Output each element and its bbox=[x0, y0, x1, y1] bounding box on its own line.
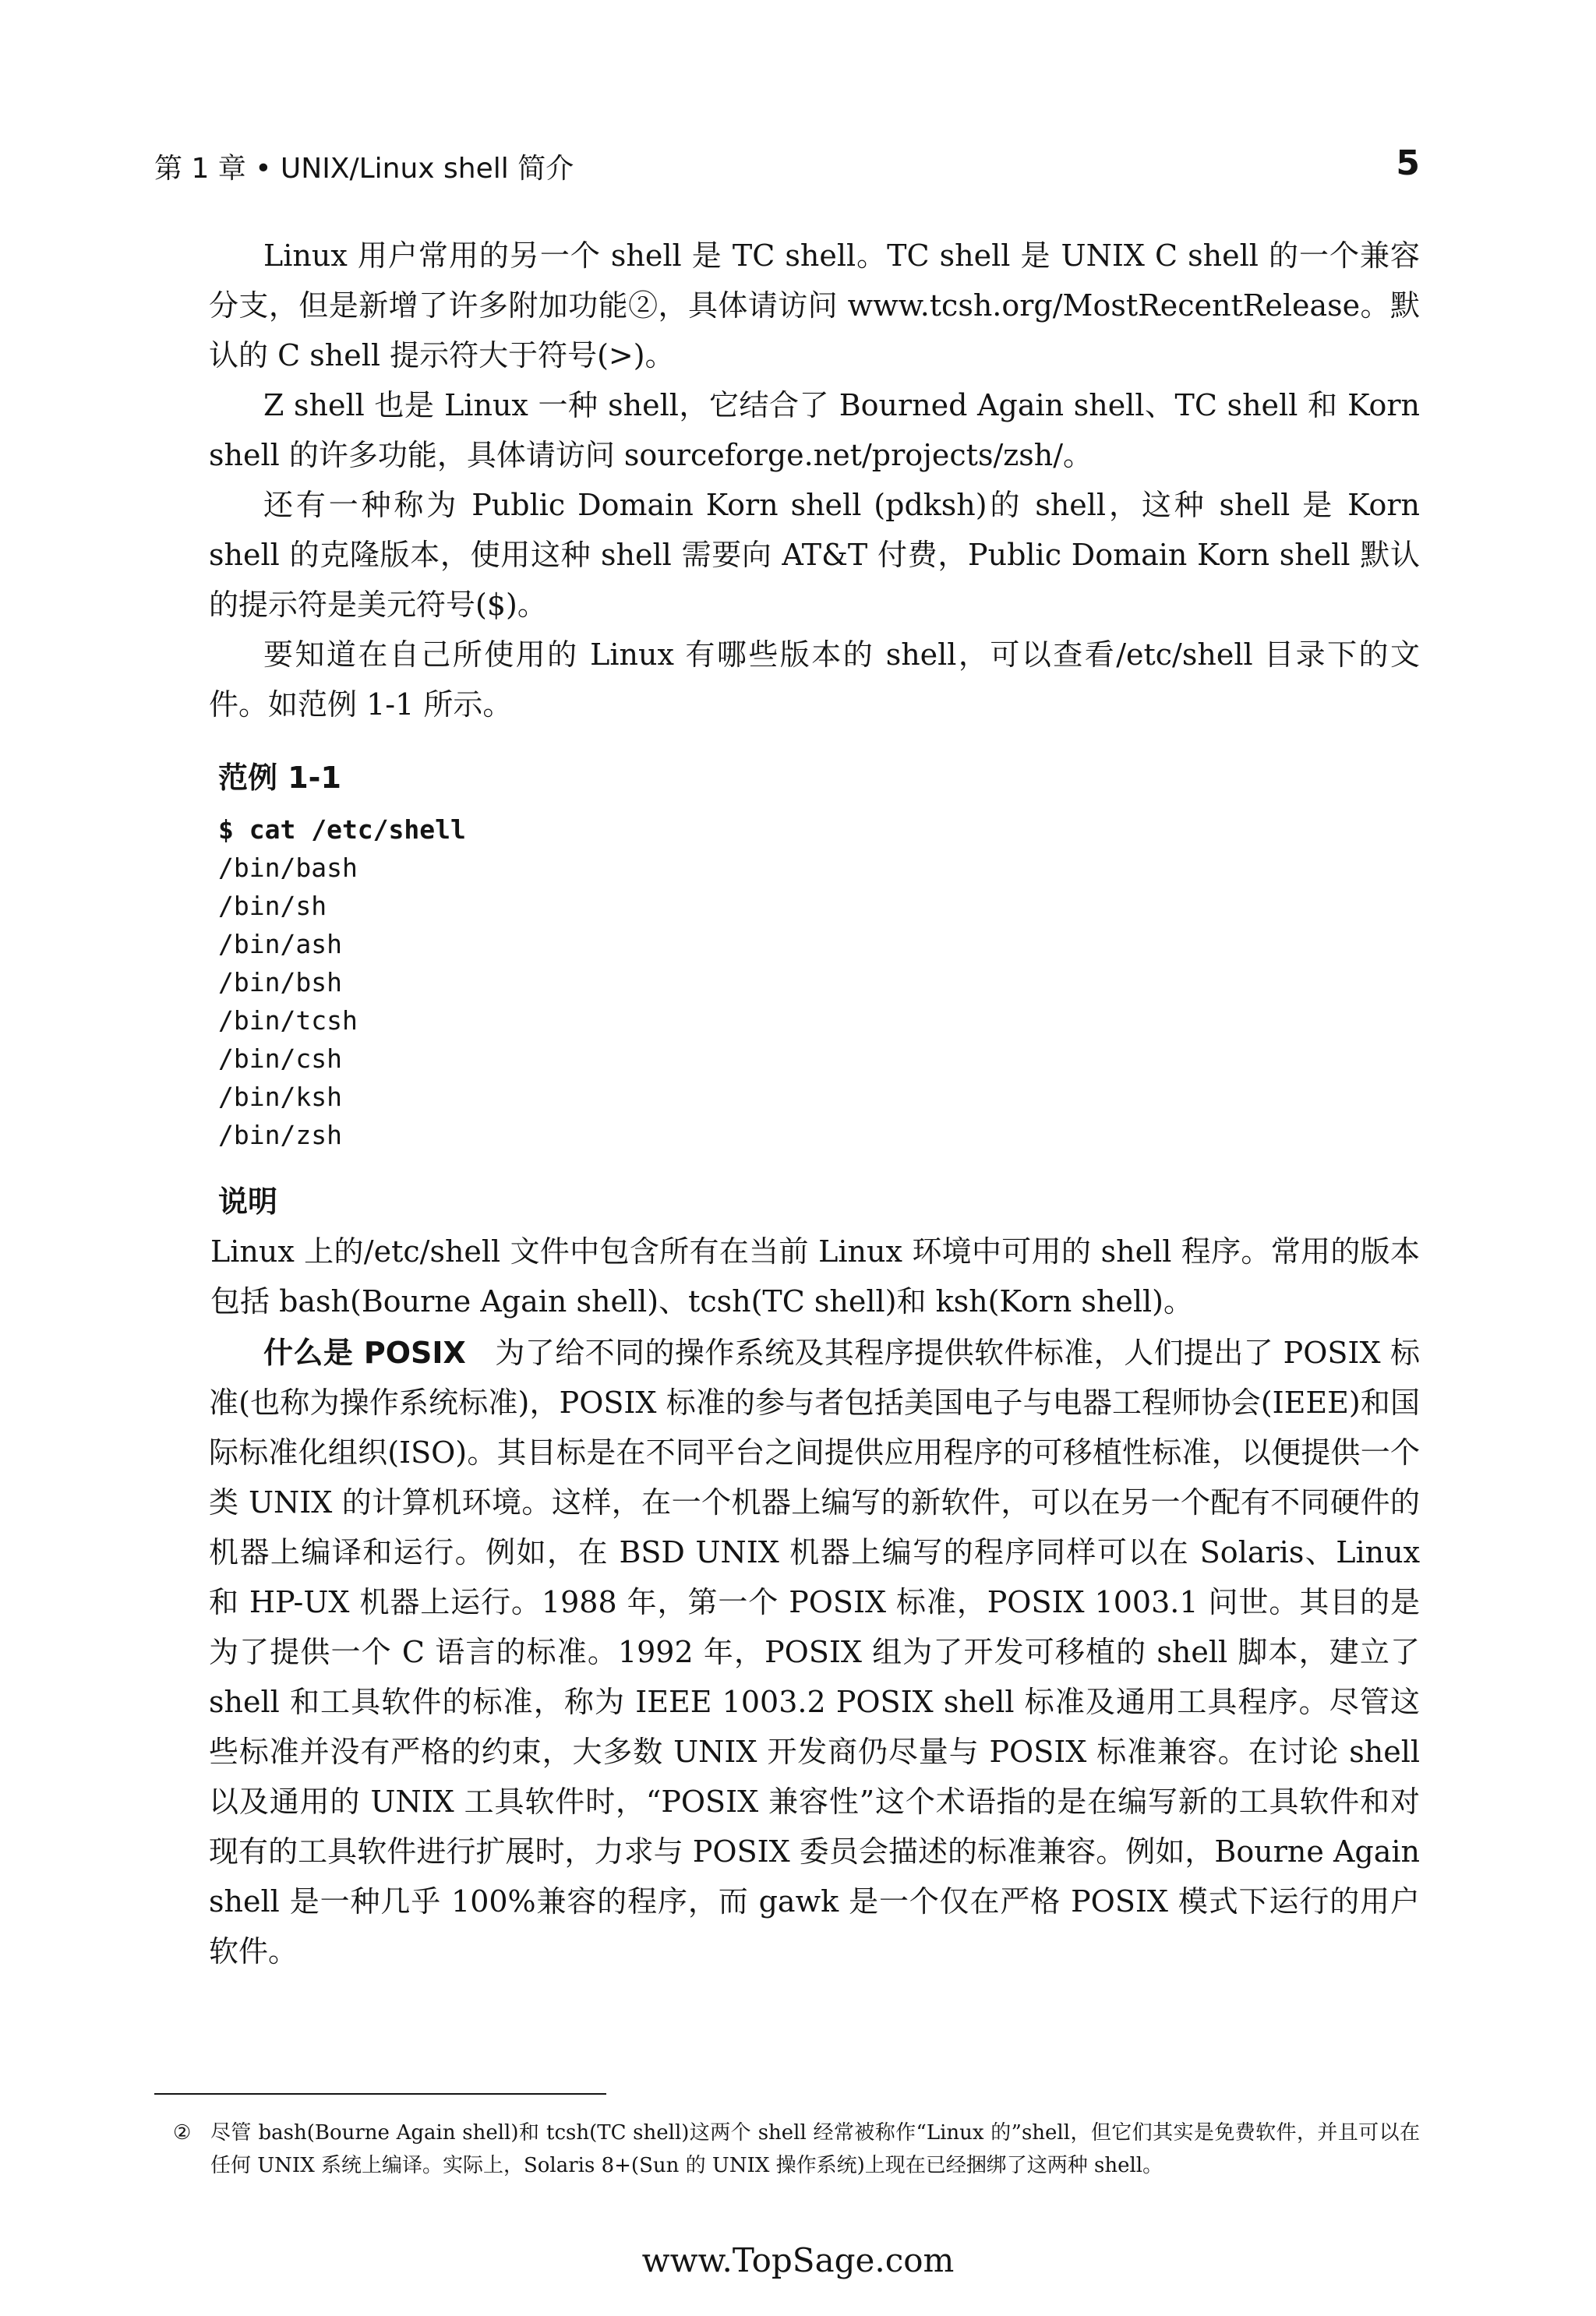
code-output-line: /bin/ksh bbox=[218, 1082, 342, 1112]
posix-term: 什么是 POSIX bbox=[263, 1336, 466, 1370]
paragraph-z-shell: Z shell 也是 Linux 一种 shell，它结合了 Bourned Again shell、TC shell 和 Korn shell 的许多功能，具体请访问 sourceforge.net/projects/zsh/。 bbox=[209, 388, 1420, 472]
note-title: 说明 bbox=[218, 1184, 278, 1219]
footer-website: www.TopSage.com bbox=[641, 2241, 955, 2279]
paragraph-tc-shell: Linux 用户常用的另一个 shell 是 TC shell。TC shell 是 UNIX C shell 的一个兼容分支，但是新增了许多附加功能②，具体请访问 www.tcsh.org/MostRecentRelease。默认的 C shell 提示符大于符号(>)。 bbox=[209, 238, 1420, 372]
running-head: 第 1 章 • UNIX/Linux shell 简介 bbox=[154, 153, 574, 185]
paragraph-etc-shell: 要知道在自己所使用的 Linux 有哪些版本的 shell，可以查看/etc/shell 目录下的文件。如范例 1-1 所示。 bbox=[209, 637, 1420, 722]
code-command: $ cat /etc/shell bbox=[218, 814, 466, 845]
example-title: 范例 1-1 bbox=[218, 761, 341, 795]
footnote-text: 尽管 bash(Bourne Again shell)和 tcsh(TC shell)这两个 shell 经常被称作“Linux 的”shell，但它们其实是免费软件，并且可以在任何 UNIX 系统上编译。实际上，Solaris 8+(Sun 的 UNIX 操作系统)上现在已经捆绑了这两种 shell。 bbox=[210, 2121, 1420, 2177]
code-output-line: /bin/sh bbox=[218, 891, 327, 921]
paragraph-pdksh: 还有一种称为 Public Domain Korn shell (pdksh)的 shell，这种 shell 是 Korn shell 的克隆版本，使用这种 shell 需要向 AT&T 付费，Public Domain Korn shell 默认的提示符是美元符号($)。 bbox=[209, 488, 1420, 622]
intro-text bbox=[209, 231, 1420, 729]
code-output-line: /bin/ash bbox=[218, 929, 342, 959]
footnote-mark: ② bbox=[173, 2121, 192, 2145]
code-output-line: /bin/zsh bbox=[218, 1120, 342, 1150]
code-output-line: /bin/csh bbox=[218, 1043, 342, 1074]
posix-section bbox=[209, 1328, 1420, 1976]
note-text: Linux 上的/etc/shell 文件中包含所有在当前 Linux 环境中可用的 shell 程序。常用的版本包括 bash(Bourne Again shell)、tcsh(TC shell)和 ksh(Korn shell)。 bbox=[210, 1234, 1420, 1319]
posix-text: 为了给不同的操作系统及其程序提供软件标准，人们提出了 POSIX 标准(也称为操作系统标准)，POSIX 标准的参与者包括美国电子与电器工程师协会(IEEE)和国际标准化组织(ISO)。其目标是在不同平台之间提供应用程序的可移植性标准，以便提供一个类 UNIX 的计算机环境。这样，在一个机器上编写的新软件，可以在另一个配有不同硬件的机器上编译和运行。例如，在 BSD UNIX 机器上编写的程序同样可以在 Solaris、Linux 和 HP-UX 机器上运行。1988 年，第一个 POSIX 标准，POSIX 1003.1 问世。其目的是为了提供一个 C 语言的标准。1992 年，POSIX 组为了开发可移植的 shell 脚本，建立了 shell 和工具软件的标准，称为 IEEE 1003.2 POSIX shell 标准及通用工具程序。尽管这些标准并没有严格的约束，大多数 UNIX 开发商仍尽量与 POSIX 标准兼容。在讨论 shell 以及通用的 UNIX 工具软件时，“POSIX 兼容性”这个术语指的是在编写新的工具软件和对现有的工具软件进行扩展时，力求与 POSIX 委员会描述的标准兼容。例如，Bourne Again shell 是一种几乎 100%兼容的程序，而 gawk 是一个仅在严格 POSIX 模式下运行的用户软件。 bbox=[209, 1336, 1420, 1968]
page-header bbox=[154, 143, 1420, 187]
footnote-divider bbox=[154, 2093, 606, 2095]
code-output-line: /bin/bash bbox=[218, 853, 358, 883]
page-number: 5 bbox=[1396, 143, 1420, 183]
code-output-line: /bin/bsh bbox=[218, 967, 342, 997]
paragraph-posix bbox=[209, 1328, 1420, 1976]
code-output-line: /bin/tcsh bbox=[218, 1005, 358, 1036]
code-block bbox=[218, 810, 466, 1154]
